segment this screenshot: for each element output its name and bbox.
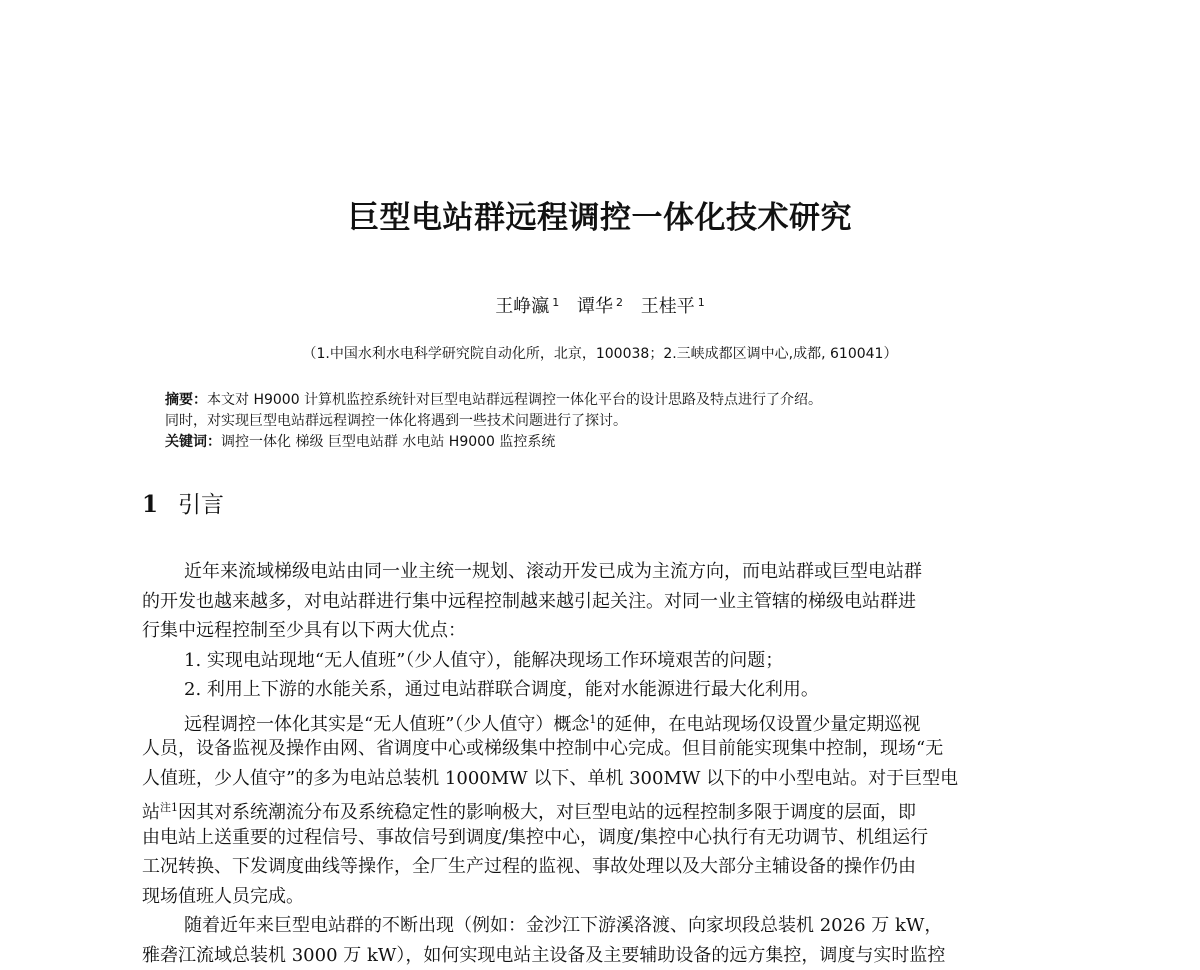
abstract-label: 摘要： [165,392,207,408]
author-name: 王桂平 [641,296,695,317]
section-heading [142,488,224,522]
author-affiliation-mark: 2 [616,296,623,309]
body-text-segment: 远程调控一体化其实是“无人值班”（少人值守）概念 [184,714,589,735]
body-line: 人值班，少人值守”的多为电站总装机 1000MW 以下、单机 300MW 以下的中小型电站。对于巨型电 [142,764,1052,794]
author-list [0,289,1200,321]
author-name: 谭华 [577,296,613,317]
abstract-text-line-1: 本文对 H9000 计算机监控系统针对巨型电站群远程调控一体化平台的设计思路及特点进行了介绍。 [207,392,822,408]
abstract-text-line-2: 同时，对实现巨型电站群远程调控一体化将遇到一些技术问题进行了探讨。 [165,411,1065,432]
citation-mark: 1 [589,713,596,726]
body-text [142,557,1052,970]
body-line: 的开发也越来越多，对电站群进行集中远程控制越来越引起关注。对同一业主管辖的梯级电站群进 [142,587,1052,617]
abstract-block [165,390,1065,453]
body-line: 人员，设备监视及操作由网、省调度中心或梯级集中控制中心完成。但目前能实现集中控制，现场“无 [142,734,1052,764]
author-name: 王峥瀛 [495,296,549,317]
list-item: 2. 利用上下游的水能关系，通过电站群联合调度，能对水能源进行最大化利用。 [142,675,1052,705]
author-affiliation-mark: 1 [552,296,559,309]
paper-title: 巨型电站群远程调控一体化技术研究 [0,196,1200,240]
footnote-mark: 注1 [160,801,178,814]
body-text-segment: 因其对系统潮流分布及系统稳定性的影响极大，对巨型电站的远程控制多限于调度的层面，即 [178,802,916,823]
body-text-segment: 的延伸，在电站现场仅设置少量定期巡视 [596,714,920,735]
body-line [142,705,1052,735]
affiliation-line: （1.中国水利水电科学研究院自动化所，北京，100038；2.三峡成都区调中心,成都, 610041） [0,342,1200,366]
author-affiliation-mark: 1 [698,296,705,309]
body-line: 雅砻江流域总装机 3000 万 kW），如何实现电站主设备及主要辅助设备的远方集控，调度与实时监控 [142,941,1052,970]
body-line: 随着近年来巨型电站群的不断出现（例如：金沙江下游溪洛渡、向家坝段总装机 2026 万 kW， [142,911,1052,941]
section-title: 引言 [178,492,224,518]
keywords-text: 调控一体化 梯级 巨型电站群 水电站 H9000 监控系统 [221,434,555,450]
body-line [142,793,1052,823]
list-item: 1. 实现电站现地“无人值班”（少人值守），能解决现场工作环境艰苦的问题； [142,646,1052,676]
body-line: 工况转换、下发调度曲线等操作，全厂生产过程的监视、事故处理以及大部分主辅设备的操作仍由 [142,852,1052,882]
body-line: 由电站上送重要的过程信号、事故信号到调度/集控中心，调度/集控中心执行有无功调节、机组运行 [142,823,1052,853]
body-line: 近年来流域梯级电站由同一业主统一规划、滚动开发已成为主流方向，而电站群或巨型电站群 [142,557,1052,587]
keywords-label: 关键词： [165,434,221,450]
body-line: 行集中远程控制至少具有以下两大优点： [142,616,1052,646]
body-line: 现场值班人员完成。 [142,882,1052,912]
body-text-segment: 站 [142,802,160,823]
section-number: 1 [142,488,178,522]
